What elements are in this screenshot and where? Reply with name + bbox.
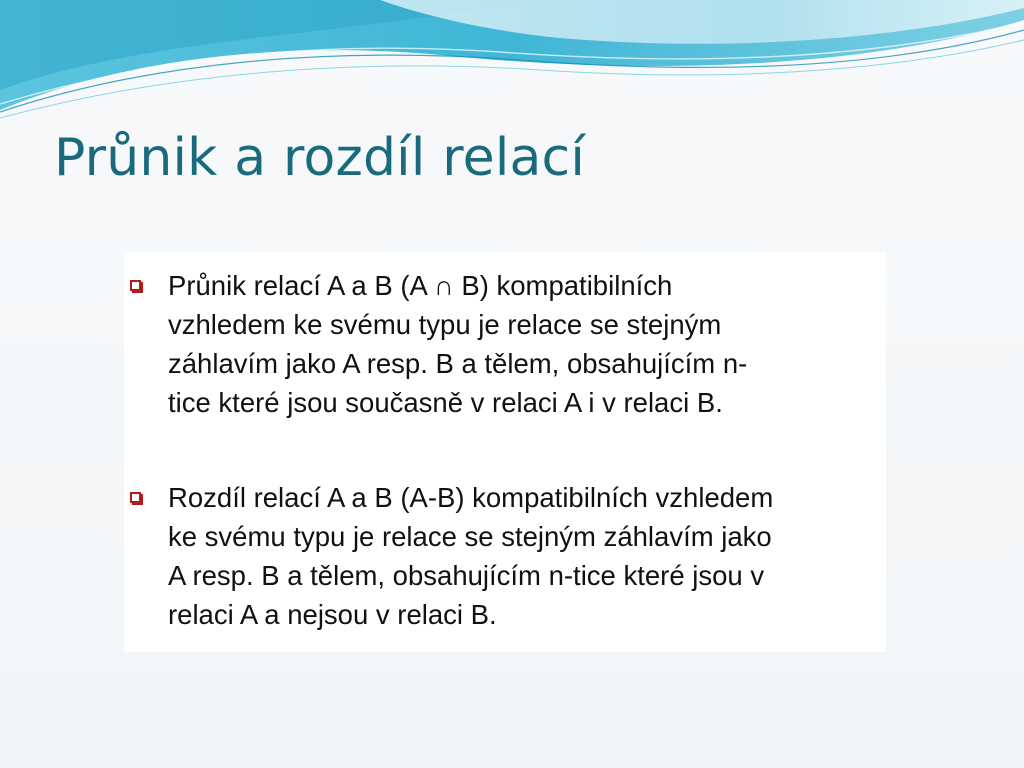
square-bullet-icon [130,492,141,503]
bullet-line: tice které jsou současně v relaci A i v relaci B. [168,387,723,418]
bullet-line: vzhledem ke svému typu je relace se stejným [168,309,722,340]
bullet-line: Průnik relací A a B (A ∩ B) kompatibilních [168,270,673,301]
bullet-line: relaci A a nejsou v relaci B. [168,599,497,630]
bullet-item-difference [124,478,886,634]
bullet-line: ke svému typu je relace se stejným záhlavím jako [168,521,772,552]
content-box [124,252,886,652]
bullet-line: Rozdíl relací A a B (A-B) kompatibilních vzhledem [168,482,774,513]
bullet-text [168,478,888,634]
bullet-line: A resp. B a tělem, obsahujícím n-tice které jsou v [168,560,765,591]
slide-title: Průnik a rozdíl relací [54,128,585,188]
header-wave-decoration [0,0,1024,130]
bullet-line: záhlavím jako A resp. B a tělem, obsahujícím n- [168,348,748,379]
bullet-item-intersection [124,266,886,422]
bullet-text [168,266,888,422]
square-bullet-icon [130,280,141,291]
